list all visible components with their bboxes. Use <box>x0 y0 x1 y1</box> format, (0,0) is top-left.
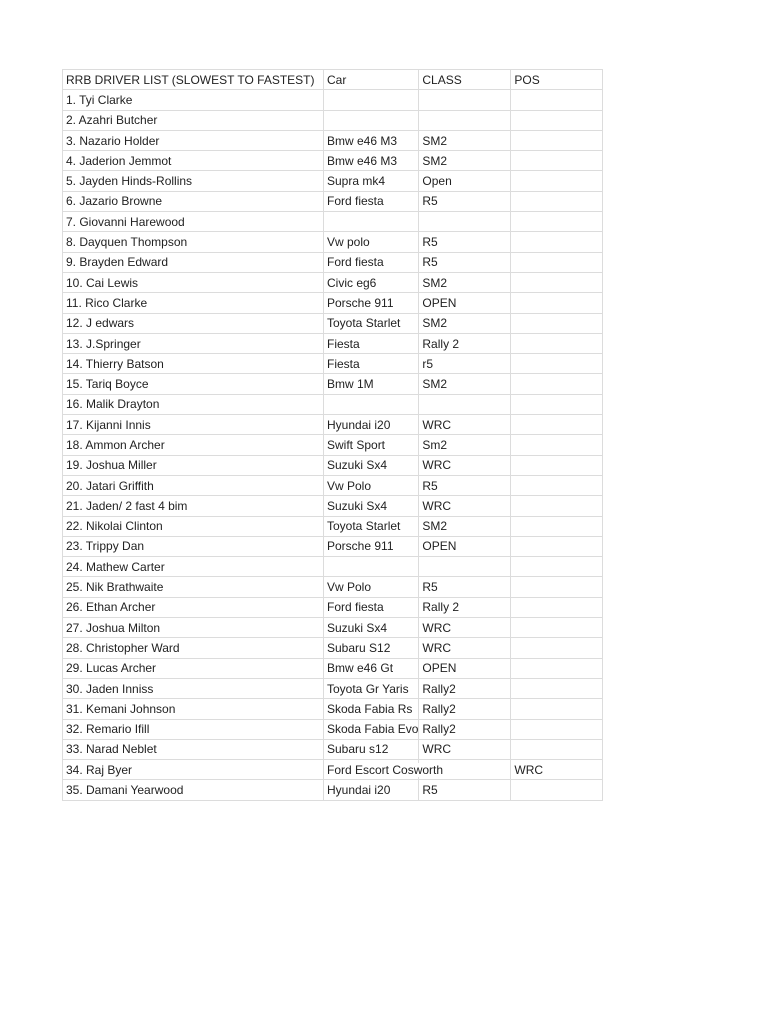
cell-class: WRC <box>419 415 511 435</box>
cell-class: r5 <box>419 354 511 374</box>
cell-car: Bmw 1M <box>324 374 419 394</box>
cell-car: Toyota Gr Yaris <box>324 678 419 698</box>
header-class: CLASS <box>419 70 511 90</box>
cell-driver: 30. Jaden Inniss <box>63 678 324 698</box>
cell-driver: 13. J.Springer <box>63 333 324 353</box>
cell-car: Ford fiesta <box>324 191 419 211</box>
cell-car: Suzuki Sx4 <box>324 618 419 638</box>
cell-car: Vw Polo <box>324 577 419 597</box>
cell-pos <box>511 618 603 638</box>
driver-row <box>63 455 603 475</box>
cell-pos <box>511 678 603 698</box>
cell-driver: 25. Nik Brathwaite <box>63 577 324 597</box>
cell-pos <box>511 780 603 800</box>
cell-class: OPEN <box>419 658 511 678</box>
cell-car: Porsche 911 <box>324 293 419 313</box>
driver-row <box>63 516 603 536</box>
cell-car: Fiesta <box>324 354 419 374</box>
driver-row <box>63 536 603 556</box>
cell-class: SM2 <box>419 374 511 394</box>
driver-row <box>63 557 603 577</box>
cell-car <box>324 760 444 780</box>
driver-row <box>63 151 603 171</box>
cell-pos <box>511 435 603 455</box>
driver-list-table <box>62 69 603 801</box>
cell-car <box>324 212 419 232</box>
cell-class <box>419 212 511 232</box>
cell-class: SM2 <box>419 130 511 150</box>
driver-row <box>63 293 603 313</box>
cell-class: SM2 <box>419 151 511 171</box>
cell-pos <box>511 536 603 556</box>
driver-row <box>63 739 603 759</box>
cell-driver: 14. Thierry Batson <box>63 354 324 374</box>
cell-car <box>324 110 419 130</box>
cell-pos <box>511 739 603 759</box>
cell-class: Rally 2 <box>419 597 511 617</box>
driver-row <box>63 597 603 617</box>
cell-driver: 18. Ammon Archer <box>63 435 324 455</box>
driver-row <box>63 394 603 414</box>
cell-pos <box>511 496 603 516</box>
cell-pos <box>511 475 603 495</box>
cell-pos <box>511 212 603 232</box>
cell-pos <box>511 272 603 292</box>
cell-driver: 15. Tariq Boyce <box>63 374 324 394</box>
driver-row <box>63 475 603 495</box>
cell-class: R5 <box>419 232 511 252</box>
cell-pos <box>511 455 603 475</box>
driver-row <box>63 719 603 739</box>
cell-car: Skoda Fabia Rs <box>324 699 419 719</box>
driver-row <box>63 333 603 353</box>
driver-row <box>63 496 603 516</box>
cell-car: Vw Polo <box>324 475 419 495</box>
header-car: Car <box>324 70 419 90</box>
cell-class: SM2 <box>419 272 511 292</box>
cell-class: OPEN <box>419 536 511 556</box>
cell-driver: 34. Raj Byer <box>63 760 324 780</box>
cell-class: WRC <box>419 496 511 516</box>
cell-car <box>324 394 419 414</box>
cell-driver: 6. Jazario Browne <box>63 191 324 211</box>
cell-pos <box>511 354 603 374</box>
cell-driver: 10. Cai Lewis <box>63 272 324 292</box>
cell-driver: 29. Lucas Archer <box>63 658 324 678</box>
cell-driver: 21. Jaden/ 2 fast 4 bim <box>63 496 324 516</box>
cell-car: Vw polo <box>324 232 419 252</box>
cell-pos <box>511 699 603 719</box>
cell-class: R5 <box>419 475 511 495</box>
cell-pos <box>511 638 603 658</box>
cell-driver: 12. J edwars <box>63 313 324 333</box>
cell-car: Toyota Starlet <box>324 516 419 536</box>
driver-row <box>63 110 603 130</box>
driver-row <box>63 415 603 435</box>
cell-pos <box>511 191 603 211</box>
cell-class <box>419 557 511 577</box>
cell-car: Toyota Starlet <box>324 313 419 333</box>
cell-car: Skoda Fabia Evo <box>324 719 419 739</box>
driver-row <box>63 130 603 150</box>
cell-class: R5 <box>419 191 511 211</box>
cell-car: Hyundai i20 <box>324 415 419 435</box>
cell-class: Rally2 <box>419 699 511 719</box>
cell-car: Bmw e46 M3 <box>324 151 419 171</box>
driver-row <box>63 313 603 333</box>
cell-car: Civic eg6 <box>324 272 419 292</box>
cell-class: Rally 2 <box>419 333 511 353</box>
cell-class: OPEN <box>419 293 511 313</box>
driver-row <box>63 678 603 698</box>
cell-pos <box>511 313 603 333</box>
cell-car: Ford fiesta <box>324 252 419 272</box>
cell-class: WRC <box>419 618 511 638</box>
cell-driver: 20. Jatari Griffith <box>63 475 324 495</box>
cell-driver: 23. Trippy Dan <box>63 536 324 556</box>
header-driver: RRB DRIVER LIST (SLOWEST TO FASTEST) <box>63 70 324 90</box>
cell-driver: 11. Rico Clarke <box>63 293 324 313</box>
cell-car <box>324 557 419 577</box>
cell-class: Sm2 <box>419 435 511 455</box>
cell-class <box>419 90 511 110</box>
cell-class: WRC <box>419 739 511 759</box>
cell-class: Open <box>419 171 511 191</box>
cell-driver: 17. Kijanni Innis <box>63 415 324 435</box>
cell-driver: 5. Jayden Hinds-Rollins <box>63 171 324 191</box>
cell-driver: 3. Nazario Holder <box>63 130 324 150</box>
cell-pos <box>511 557 603 577</box>
cell-driver: 31. Kemani Johnson <box>63 699 324 719</box>
driver-row <box>63 638 603 658</box>
cell-car: Subaru S12 <box>324 638 419 658</box>
cell-class: R5 <box>419 577 511 597</box>
cell-driver: 26. Ethan Archer <box>63 597 324 617</box>
header-pos: POS <box>511 70 603 90</box>
driver-list-body <box>63 70 603 801</box>
driver-row <box>63 90 603 110</box>
cell-pos <box>511 171 603 191</box>
cell-car: Bmw e46 Gt <box>324 658 419 678</box>
cell-driver: 32. Remario Ifill <box>63 719 324 739</box>
cell-car: Suzuki Sx4 <box>324 455 419 475</box>
cell-car: Bmw e46 M3 <box>324 130 419 150</box>
cell-driver: 35. Damani Yearwood <box>63 780 324 800</box>
driver-row <box>63 618 603 638</box>
cell-car: Fiesta <box>324 333 419 353</box>
driver-row <box>63 212 603 232</box>
cell-car: Suzuki Sx4 <box>324 496 419 516</box>
driver-row <box>63 171 603 191</box>
cell-pos <box>511 252 603 272</box>
cell-driver: 1. Tyi Clarke <box>63 90 324 110</box>
cell-pos <box>511 90 603 110</box>
cell-driver: 24. Mathew Carter <box>63 557 324 577</box>
cell-pos <box>511 110 603 130</box>
cell-class <box>419 394 511 414</box>
cell-driver: 19. Joshua Miller <box>63 455 324 475</box>
driver-row <box>63 780 603 800</box>
cell-class: SM2 <box>419 516 511 536</box>
driver-row <box>63 252 603 272</box>
cell-car: Swift Sport <box>324 435 419 455</box>
cell-class <box>419 110 511 130</box>
cell-car: Porsche 911 <box>324 536 419 556</box>
cell-driver: 22. Nikolai Clinton <box>63 516 324 536</box>
cell-pos <box>511 333 603 353</box>
driver-row <box>63 272 603 292</box>
cell-pos <box>511 719 603 739</box>
cell-driver: 28. Christopher Ward <box>63 638 324 658</box>
driver-row <box>63 374 603 394</box>
driver-row <box>63 577 603 597</box>
cell-pos <box>511 415 603 435</box>
cell-pos <box>511 232 603 252</box>
cell-pos <box>511 577 603 597</box>
driver-row <box>63 699 603 719</box>
cell-driver: 7. Giovanni Harewood <box>63 212 324 232</box>
cell-driver: 27. Joshua Milton <box>63 618 324 638</box>
cell-pos: WRC <box>511 760 603 780</box>
cell-class: WRC <box>419 638 511 658</box>
header-row <box>63 70 603 90</box>
cell-pos <box>511 597 603 617</box>
cell-car: Ford fiesta <box>324 597 419 617</box>
cell-car <box>324 90 419 110</box>
driver-row <box>63 191 603 211</box>
driver-row <box>63 354 603 374</box>
cell-driver: 9. Brayden Edward <box>63 252 324 272</box>
cell-car: Subaru s12 <box>324 739 419 759</box>
cell-class: R5 <box>419 780 511 800</box>
cell-pos <box>511 130 603 150</box>
cell-class: Rally2 <box>419 719 511 739</box>
cell-car: Supra mk4 <box>324 171 419 191</box>
cell-pos <box>511 658 603 678</box>
cell-driver: 16. Malik Drayton <box>63 394 324 414</box>
cell-driver: 2. Azahri Butcher <box>63 110 324 130</box>
cell-class: R5 <box>419 252 511 272</box>
cell-car: Hyundai i20 <box>324 780 419 800</box>
cell-pos <box>511 516 603 536</box>
cell-class: WRC <box>419 455 511 475</box>
cell-driver: 33. Narad Neblet <box>63 739 324 759</box>
driver-row <box>63 760 603 780</box>
cell-pos <box>511 374 603 394</box>
driver-row <box>63 435 603 455</box>
driver-row <box>63 232 603 252</box>
cell-driver: 4. Jaderion Jemmot <box>63 151 324 171</box>
cell-driver: 8. Dayquen Thompson <box>63 232 324 252</box>
cell-car-text: Ford Escort Cosworth <box>327 762 444 777</box>
cell-pos <box>511 151 603 171</box>
cell-pos <box>511 394 603 414</box>
cell-class: Rally2 <box>419 678 511 698</box>
driver-row <box>63 658 603 678</box>
cell-pos <box>511 293 603 313</box>
cell-class: SM2 <box>419 313 511 333</box>
